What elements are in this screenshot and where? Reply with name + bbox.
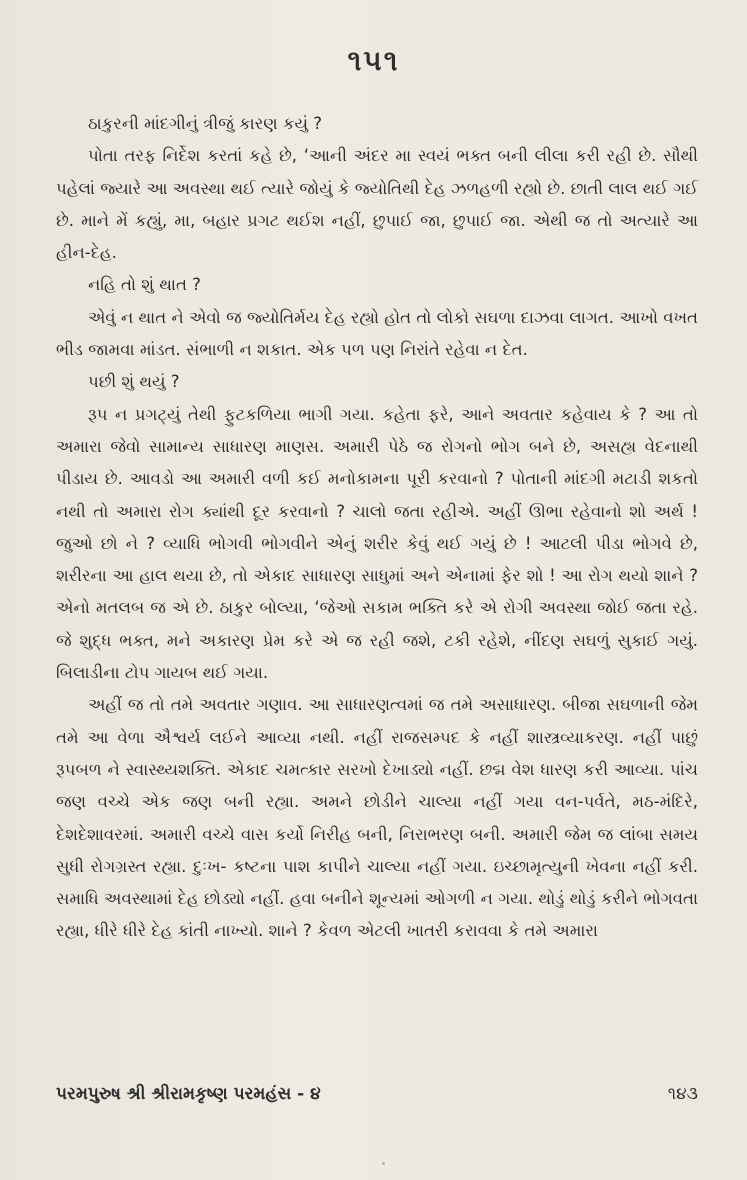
paragraph: ઠાકુરની માંદગીનું ત્રીજું કારણ કયું ? <box>88 114 323 133</box>
page-footer <box>56 1084 698 1104</box>
book-title: પરમપુરુષ શ્રી શ્રીરામકૃષ્ણ પરમહંસ - ૪ <box>56 1084 321 1104</box>
paragraph: એવું ન થાત ને એવો જ જ્યોતિર્મય દેહ રહ્યો હોત તો લોકો સઘળા દાઝવા લાગત. આખો વખત ભીડ જામવા માંડત. સંભાળી ન શકાત. એક પળ પણ નિરાંતે રહેવા ન દેત. <box>56 307 698 360</box>
paragraph: અહીં જ તો તમે અવતાર ગણાવ. આ સાધારણત્વમાં જ તમે અસાધારણ. બીજા સઘળાની જેમ તમે આ વેળા ઐશ્વર્ય લઈને આવ્યા નથી. નહીં રાજસમ્પદ કે નહીં શાસ્ત્રવ્યાકરણ. નહીં પાછું રૂપબળ ને સ્વાસ્થ્યશક્તિ. એકાદ ચમત્કાર સરખો દેખાડ્યો નહીં. છદ્મ વેશ ધારણ કરી આવ્યા. પાંચ જણ વચ્ચે એક જણ બની રહ્યા. અમને છોડીને ચાલ્યા નહીં ગયા વન-પર્વતે, મઠ-મંદિરે, દેશદેશાવરમાં. અમારી વચ્ચે વાસ કર્યો નિરીહ બની, નિરાભરણ બની. અમારી જેમ જ લાંબા સમય સુધી રોગગ્રસ્ત રહ્યા. દુઃખ- કષ્ટના પાશ કાપીને ચાલ્યા નહીં ગયા. ઇચ્છામૃત્યુની ખેવના નહીં કરી. સમાધિ અવસ્થામાં દેહ છોડ્યો નહીં. હવા બનીને શૂન્યમાં ઓગળી ન ગયા. થોડું થોડું કરીને ભોગવતા રહ્યા, ધીરે ધીરે દેહ કાંતી નાખ્યો. શાને ? કેવળ એટલી ખાતરી કરાવવા કે તમે અમારા <box>56 695 698 941</box>
chapter-number: ૧૫૧ <box>347 44 400 77</box>
paragraph: રૂપ ન પ્રગટ્યું તેથી ફુટકળિયા ભાગી ગયા. કહેતા ફરે, આને અવતાર કહેવાય કે ? આ તો અમારા જેવો સામાન્ય સાધારણ માણસ. અમારી પેઠે જ રોગનો ભોગ બને છે, અસહ્ય વેદનાથી પીડાય છે. આવડો આ અમારી વળી કઈ મનોકામના પૂરી કરવાનો ? પોતાની માંદગી મટાડી શકતો નથી તો અમારા રોગ ક્યાંથી દૂર કરવાનો ? ચાલો જતા રહીએ. અહીં ઊભા રહેવાનો શો અર્થ ! જુઓ છો ને ? વ્યાધિ ભોગવી ભોગવીને એનું શરીર કેવું થઈ ગયું છે ! આટલી પીડા ભોગવે છે, શરીરના આ હાલ થયા છે, તો એકાદ સાધારણ સાધુમાં અને એનામાં ફેર શો ! આ રોગ થયો શાને ? એનો મતલબ જ એ છે. ઠાકુર બોલ્યા, ‘જેઓ સકામ ભક્તિ કરે એ રોગી અવસ્થા જોઈ જતા રહે. જે શુદ્ધ ભક્ત, મને અકારણ પ્રેમ કરે એ જ રહી જશે, ટકી રહેશે, નીંદણ સઘળું સુકાઈ ગયું. બિલાડીના ટોપ ગાયબ થઈ ગયા. <box>56 404 698 683</box>
paragraph: પોતા તરફ નિર્દેશ કરતાં કહે છે, ‘આની અંદર મા સ્વયં ભક્ત બની લીલા કરી રહી છે. સૌથી પહેલાં જ્યારે આ અવસ્થા થઈ ત્યારે જોયું કે જ્યોતિથી દેહ ઝળહળી રહ્યો છે. છાતી લાલ થઈ ગઈ છે. માને મેં કહ્યું, મા, બહાર પ્રગટ થઈશ નહીં, છુપાઈ જા, છુપાઈ જા. એથી જ તો અત્યારે આ હીન-દેહ. <box>56 146 698 263</box>
paper-speck <box>382 1162 385 1165</box>
page-body <box>56 108 698 948</box>
paragraph: નહિ તો શું થાત ? <box>88 275 201 295</box>
page-number: ૧૪૩ <box>667 1084 698 1104</box>
paragraph: પછી શું થયું ? <box>88 372 180 392</box>
